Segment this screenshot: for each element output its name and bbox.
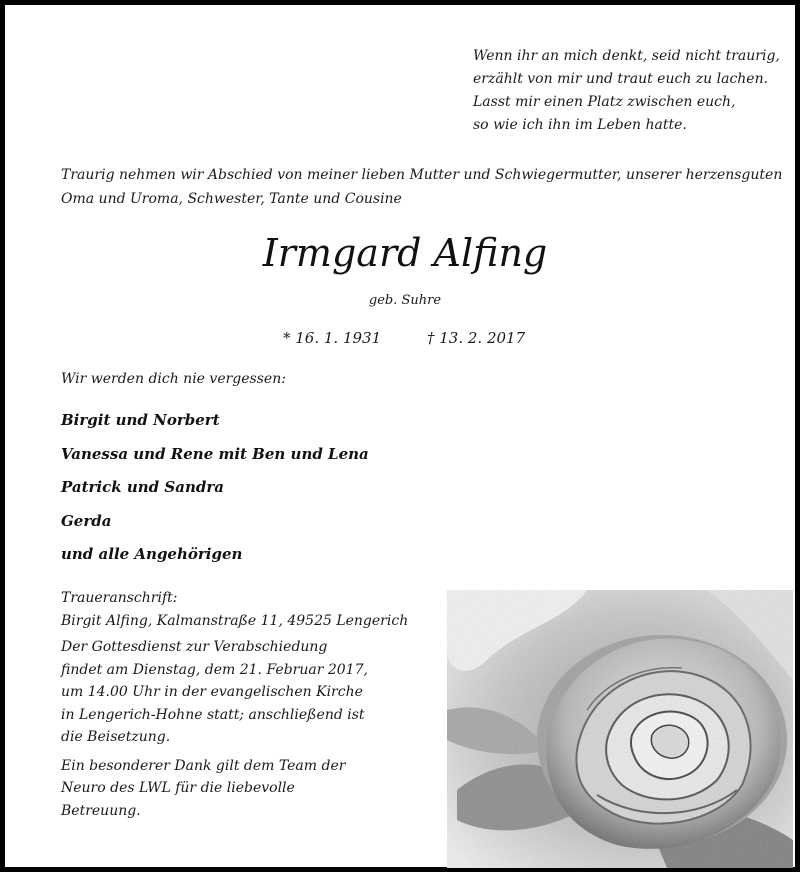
rose-icon	[447, 590, 793, 868]
intro-text	[61, 163, 781, 211]
family-member: Gerda	[61, 511, 112, 530]
family-member: und alle Angehörigen	[61, 545, 243, 563]
thanks-line: Betreuung.	[61, 802, 141, 819]
born-name: geb. Suhre	[368, 293, 442, 308]
service-line: findet am Dienstag, dem 21. Februar 2017,	[61, 661, 368, 678]
poem-line: erzählt von mir und traut euch zu lachen.	[473, 71, 769, 87]
poem-line: Lasst mir einen Platz zwischen euch,	[473, 94, 736, 110]
thanks-line: Neuro des LWL für die liebevolle	[61, 780, 295, 796]
family-member: Patrick und Sandra	[61, 478, 224, 496]
family-member: Birgit und Norbert	[61, 411, 220, 429]
family-member: Vanessa und Rene mit Ben und Lena	[61, 444, 369, 463]
thanks-line: Ein besonderer Dank gilt dem Team der	[61, 757, 346, 774]
birth-date: * 16. 1. 1931	[283, 329, 382, 347]
death-date: † 13. 2. 2017	[427, 329, 526, 347]
mourning-info	[61, 587, 441, 822]
poem-line: so wie ich ihn im Leben hatte.	[473, 117, 687, 133]
service-line: die Beisetzung.	[61, 729, 171, 745]
service-line: Der Gottesdienst zur Verabschiedung	[61, 639, 328, 655]
address-label: Traueranschrift:	[61, 590, 178, 606]
poem-line: Wenn ihr an mich denkt, seid nicht traurig,	[473, 48, 780, 64]
service-line: in Lengerich-Hohne statt; anschließend ist	[61, 706, 365, 723]
deceased-name: Irmgard Alfing	[262, 231, 548, 275]
address-line: Birgit Alfing, Kalmanstraße 11, 49525 Lengerich	[61, 612, 409, 629]
intro-line: Oma und Uroma, Schwester, Tante und Cousine	[61, 191, 402, 207]
service-line: um 14.00 Uhr in der evangelischen Kirche	[61, 684, 363, 700]
family-list	[61, 404, 461, 572]
never-forget-line: Wir werden dich nie vergessen:	[61, 371, 286, 387]
poem	[473, 45, 793, 137]
intro-line: Traurig nehmen wir Abschied von meiner lieben Mutter und Schwiegermutter, unserer herzensguten	[61, 167, 783, 183]
